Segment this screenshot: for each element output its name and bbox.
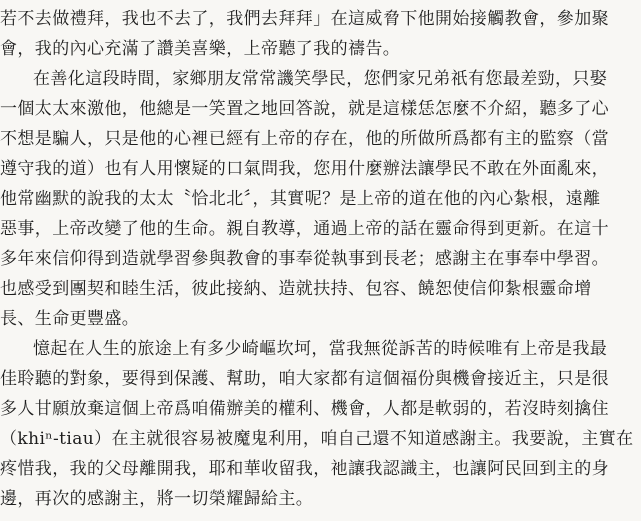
text-line: 遵守我的道）也有人用懷疑的口氣問我，您用什麼辦法讓學民不敢在外面亂來，	[0, 159, 609, 179]
text-line: （khiⁿ-tiau）在主就很容易被魔鬼利用，咱自己還不知道感謝主。我要說，主實在	[0, 429, 634, 449]
text-line: 不想是騙人，只是他的心裡已經有上帝的存在，他的所做所爲都有主的監察（當	[0, 129, 609, 149]
text-line: 一個太太來激他，他總是一笑置之地回答說，就是這樣恁怎麼不介紹，聽多了心	[0, 99, 609, 119]
text-line: 憶起在人生的旅途上有多少崎嶇坎坷，當我無從訴苦的時候唯有上帝是我最	[33, 339, 608, 359]
text-line: 在善化這段時間，家鄉朋友常常譏笑學民，您們家兄弟祇有您最差勁，只娶	[33, 69, 608, 89]
text-line: 也感受到團契和睦生活，彼此接納、造就扶持、包容、饒恕使信仰紮根靈命增	[0, 279, 592, 299]
text-line: 若不去做禮拜，我也不去了，我們去拜拜」在這威脅下他開始接觸教會，參加聚	[0, 9, 609, 29]
text-line: 多人甘願放棄這個上帝爲咱備辦美的權利、機會，人都是軟弱的，若沒時刻擒住	[0, 399, 609, 419]
text-line: 他常幽默的說我的太太〝恰北北〞，其實呢？是上帝的道在他的內心紮根，遠離	[0, 189, 601, 209]
text-line: 惡事，上帝改變了他的生命。親自教導，通過上帝的話在靈命得到更新。在這十	[0, 219, 609, 239]
text-line: 佳聆聽的對象，要得到保護、幫助，咱大家都有這個福份與機會接近主，只是很	[0, 369, 609, 389]
text-line: 邊，再次的感謝主，將一切榮耀歸給主。	[0, 489, 314, 509]
text-line: 疼惜我，我的父母離開我，耶和華收留我，祂讓我認識主，也讓阿民回到主的身	[0, 459, 609, 479]
text-line: 會，我的內心充滿了讚美喜樂，上帝聽了我的禱告。	[0, 39, 401, 59]
text-line: 多年來信仰得到造就學習參與教會的事奉從執事到長老；感謝主在事奉中學習。	[0, 249, 609, 269]
text-line: 長、生命更豐盛。	[0, 309, 140, 329]
